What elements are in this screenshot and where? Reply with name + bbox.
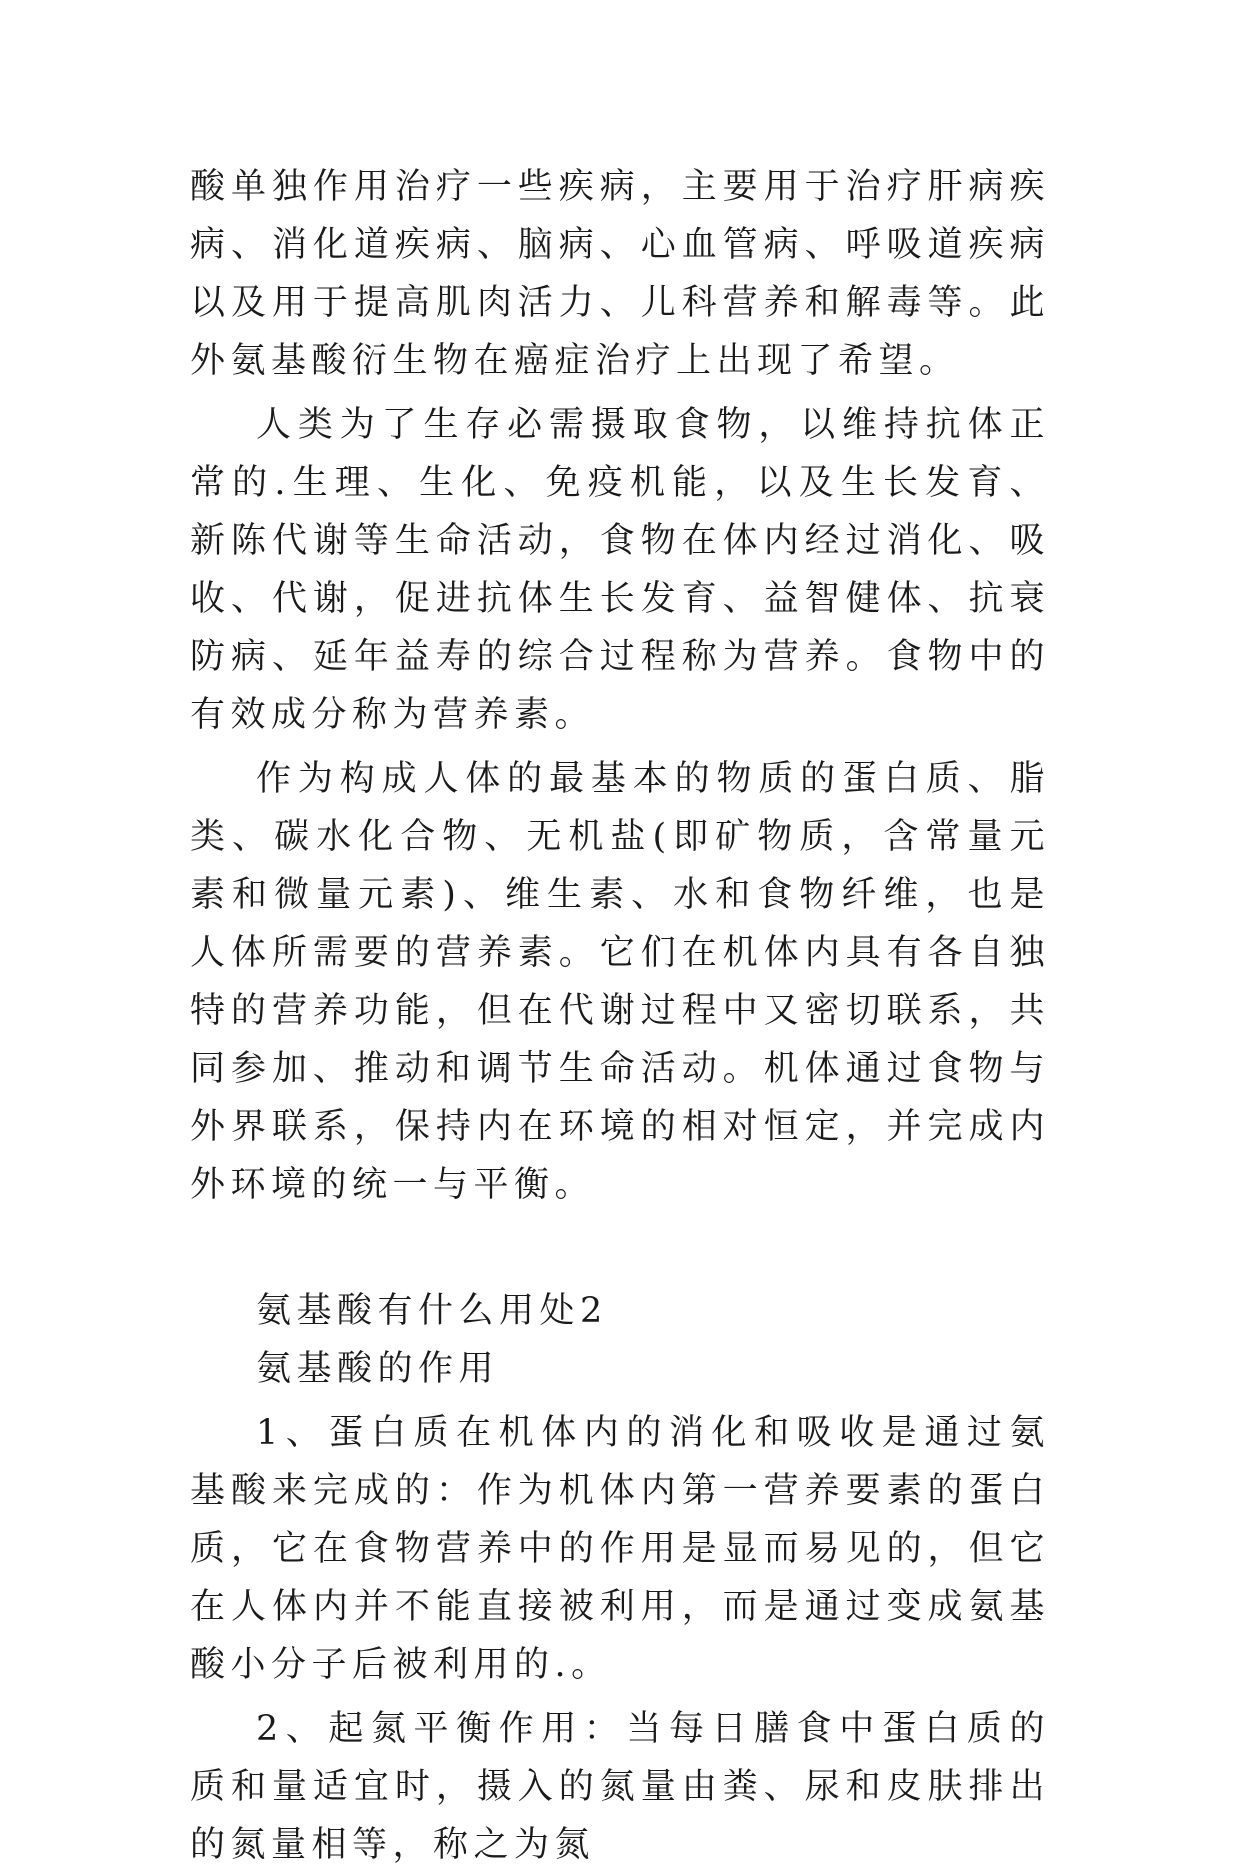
paragraph-nutrients: 作为构成人体的最基本的物质的蛋白质、脂类、碳水化合物、无机盐(即矿物质，含常量元素和微量元素)、维生素、水和食物纤维，也是人体所需要的营养素。它们在机体内具有各自独特的营养功能，但在代谢过程中又密切联系，共同参加、推动和调节生命活动。机体通过食物与外界联系，保持内在环境的相对恒定，并完成内外环境的统一与平衡。 xyxy=(190,759,1050,1205)
list-item-2: 2、起氮平衡作用：当每日膳食中蛋白质的质和量适宜时，摄入的氮量由粪、尿和皮肤排出的氮量相等，称之为氮 xyxy=(190,1709,1050,1865)
list-item-1: 1、蛋白质在机体内的消化和吸收是通过氨基酸来完成的：作为机体内第一营养要素的蛋白质，它在食物营养中的作用是显而易见的，但它在人体内并不能直接被利用，而是通过变成氨基酸小分子后被利用的.。 xyxy=(190,1413,1050,1685)
paragraph-continued: 酸单独作用治疗一些疾病，主要用于治疗肝病疾病、消化道疾病、脑病、心血管病、呼吸道疾病以及用于提高肌肉活力、儿科营养和解毒等。此外氨基酸衍生物在癌症治疗上出现了希望。 xyxy=(190,167,1050,381)
document-body xyxy=(190,158,1050,1874)
subsection-title: 氨基酸的作用 xyxy=(256,1349,500,1389)
section-title: 氨基酸有什么用处2 xyxy=(256,1291,608,1331)
paragraph-nutrition: 人类为了生存必需摄取食物，以维持抗体正常的.生理、生化、免疫机能，以及生长发育、新陈代谢等生命活动，食物在体内经过消化、吸收、代谢，促进抗体生长发育、益智健体、抗衰防病、延年益寿的综合过程称为营养。食物中的有效成分称为营养素。 xyxy=(190,405,1050,735)
